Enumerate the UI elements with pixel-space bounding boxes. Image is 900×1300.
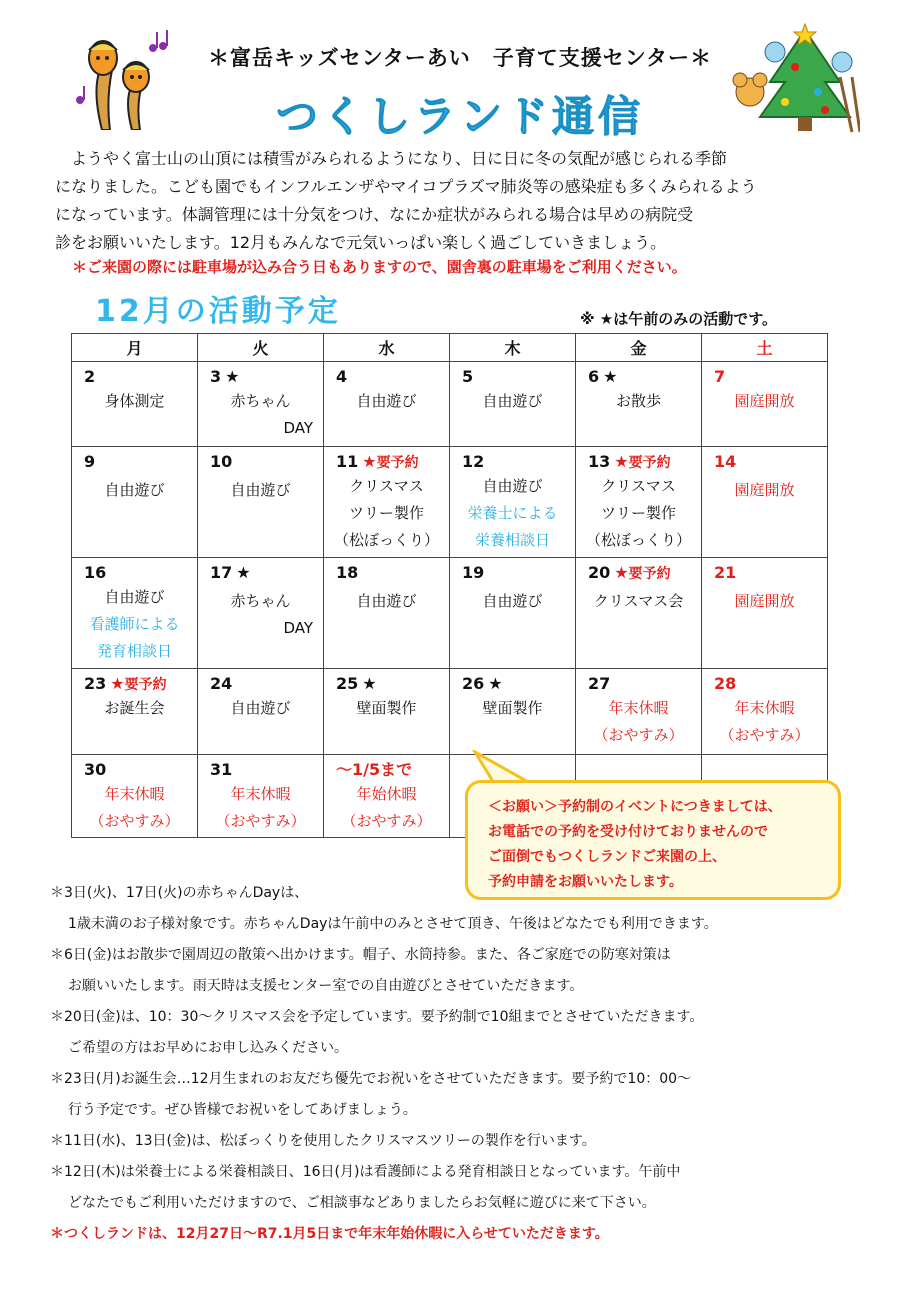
activity-text: 自由遊び xyxy=(482,392,543,410)
note-line: 1歳未満のお子様対象です。赤ちゃんDayは午前中のみとさせて頂き、午後はどなたでも利用できます。 xyxy=(68,916,718,932)
day-number: 12 xyxy=(462,452,485,471)
day-number: 28 xyxy=(714,674,737,693)
weekday-header: 月 xyxy=(72,334,198,362)
calendar-cell xyxy=(198,669,324,755)
weekday-header: 火 xyxy=(198,334,324,362)
activity-text: 赤ちゃん xyxy=(230,392,291,410)
activity-text: （おやすみ） xyxy=(719,726,810,744)
activity-text: 発育相談日 xyxy=(96,642,172,660)
schedule-heading: 12月の活動予定 xyxy=(95,294,341,329)
calendar-cell xyxy=(702,362,828,447)
star-icon: ★ xyxy=(110,674,125,693)
star-icon: ★ xyxy=(362,674,377,693)
note-line: ＊3日(火)、17日(火)の赤ちゃんDayは、 xyxy=(50,885,309,901)
day-number: 25 ★ xyxy=(336,674,377,693)
day-number: ～1/5まで xyxy=(336,760,413,779)
activity-text: 壁面製作 xyxy=(356,699,417,717)
note-line: 行う予定です。ぜひ皆様でお祝いをしてあげましょう。 xyxy=(68,1102,417,1118)
day-number: 4 xyxy=(336,367,348,386)
day-number: 26 ★ xyxy=(462,674,503,693)
activity-text: クリスマス xyxy=(349,477,424,495)
activity-text: 自由遊び xyxy=(482,477,543,495)
activity-text: 自由遊び xyxy=(104,481,165,499)
activity-text: 自由遊び xyxy=(104,588,165,606)
calendar-week xyxy=(72,669,828,755)
calendar-cell xyxy=(72,755,198,838)
activity-text: 栄養相談日 xyxy=(474,531,550,549)
activity-text: （おやすみ） xyxy=(89,812,180,830)
calendar-week xyxy=(72,362,828,447)
calendar-cell xyxy=(450,362,576,447)
day-number: 24 xyxy=(210,674,233,693)
activity-text: 看護師による xyxy=(89,615,180,633)
calendar-week xyxy=(72,558,828,669)
calendar-table xyxy=(71,333,828,838)
activity-text: お誕生会 xyxy=(104,699,165,717)
activity-text: お散歩 xyxy=(615,392,661,410)
star-icon: ★ xyxy=(225,367,240,386)
parking-notice: ＊ご来園の際には駐車場が込み合う日もありますので、園舎裏の駐車場をご利用ください。 xyxy=(72,258,687,276)
day-number: 11 ★要予約 xyxy=(336,452,419,471)
day-number: 30 xyxy=(84,760,107,779)
weekday-header: 木 xyxy=(450,334,576,362)
calendar-cell xyxy=(324,755,450,838)
activity-text: 身体測定 xyxy=(104,392,165,410)
activity-text: ツリー製作 xyxy=(348,504,424,522)
day-number: 31 xyxy=(210,760,233,779)
day-number: 6 ★ xyxy=(588,367,618,386)
activity-text: 自由遊び xyxy=(482,592,543,610)
note-line: ＊23日(月)お誕生会…12月生まれのお友だち優先でお祝いをさせていただきます。要予約で10：00～ xyxy=(50,1071,692,1087)
calendar-cell xyxy=(198,755,324,838)
bubble-line: ＜お願い＞予約制のイベントにつきましては、 xyxy=(488,799,782,815)
activity-text: 赤ちゃん xyxy=(230,592,291,610)
weekday-header: 金 xyxy=(576,334,702,362)
activity-text: 年末休暇 xyxy=(608,699,669,717)
star-icon: ★ xyxy=(488,674,503,693)
calendar-cell xyxy=(450,558,576,669)
activity-text: （おやすみ） xyxy=(215,812,306,830)
calendar-cell xyxy=(72,558,198,669)
day-number: 16 xyxy=(84,563,107,582)
day-number: 27 xyxy=(588,674,611,693)
reservation-required-label: 要予約 xyxy=(628,566,671,582)
activity-text: 自由遊び xyxy=(230,699,291,717)
calendar-cell xyxy=(450,447,576,558)
activity-text: クリスマス会 xyxy=(593,592,684,610)
note-line: ＊11日(水)、13日(金)は、松ぼっくりを使用したクリスマスツリーの製作を行います。 xyxy=(50,1133,596,1149)
day-number: 7 xyxy=(714,367,726,386)
day-number: 17 ★ xyxy=(210,563,251,582)
star-note: ※ ★は午前のみの活動です。 xyxy=(580,310,778,328)
intro-line: 診をお願いいたします。12月もみんなで元気いっぱい楽しく過ごしていきましょう。 xyxy=(55,233,667,252)
intro-line: になりました。こども園でもインフルエンザやマイコプラズマ肺炎等の感染症も多くみられるよう xyxy=(55,177,757,196)
calendar-cell xyxy=(450,669,576,755)
day-number: 5 xyxy=(462,367,474,386)
activity-text: 年末休暇 xyxy=(104,785,165,803)
intro-line: ようやく富士山の山頂には積雪がみられるようになり、日に日に冬の気配が感じられる季節 xyxy=(71,149,728,168)
activity-text: 年末休暇 xyxy=(734,699,795,717)
organization-name: ＊富岳キッズセンターあい 子育て支援センター＊ xyxy=(208,46,712,70)
note-line: ＊12日(木)は栄養士による栄養相談日、16日(月)は看護師による発育相談日となっています。午前中 xyxy=(50,1164,681,1180)
calendar-week xyxy=(72,447,828,558)
calendar-cell xyxy=(72,669,198,755)
activity-text: （松ぼっくり） xyxy=(333,531,439,549)
reservation-required-label: 要予約 xyxy=(628,455,671,471)
calendar-cell xyxy=(576,669,702,755)
day-number: 3 ★ xyxy=(210,367,240,386)
activity-text: 年末休暇 xyxy=(230,785,291,803)
day-number: 19 xyxy=(462,563,485,582)
star-icon: ★ xyxy=(362,452,377,471)
calendar-cell xyxy=(72,362,198,447)
activity-text: 年始休暇 xyxy=(356,785,417,803)
activity-text: 自由遊び xyxy=(230,481,291,499)
day-number: 14 xyxy=(714,452,737,471)
calendar-cell xyxy=(198,362,324,447)
calendar-cell xyxy=(324,362,450,447)
calendar-cell xyxy=(576,447,702,558)
calendar-cell xyxy=(576,558,702,669)
weekday-header: 水 xyxy=(324,334,450,362)
holiday-notice: ＊つくしランドは、12月27日～R7.1月5日まで年末年始休暇に入らせていただきます。 xyxy=(50,1226,609,1242)
newsletter-title: つくしランド通信 xyxy=(275,92,644,141)
reservation-required-label: 要予約 xyxy=(376,455,419,471)
notes-section xyxy=(50,878,850,1250)
intro-paragraph xyxy=(55,145,845,257)
bubble-line: 予約申請をお願いいたします。 xyxy=(488,874,683,890)
note-line: どなたでもご利用いただけますので、ご相談事などありましたらお気軽に遊びに来て下さい。 xyxy=(68,1195,656,1211)
day-number: 9 xyxy=(84,452,96,471)
activity-text: 園庭開放 xyxy=(734,392,795,410)
star-icon: ★ xyxy=(603,367,618,386)
day-number: 13 ★要予約 xyxy=(588,452,671,471)
calendar-cell xyxy=(324,669,450,755)
weekday-header-row xyxy=(72,334,828,362)
note-line: ＊20日(金)は、10：30～クリスマス会を予定しています。要予約制で10組までとさせていただきます。 xyxy=(50,1009,704,1025)
calendar-cell xyxy=(324,447,450,558)
star-icon: ★ xyxy=(614,452,629,471)
day-number: 20 ★要予約 xyxy=(588,563,671,582)
star-icon: ★ xyxy=(236,563,251,582)
note-line: お願いいたします。雨天時は支援センター室での自由遊びとさせていただきます。 xyxy=(68,978,584,994)
calendar-cell xyxy=(198,558,324,669)
weekday-header-saturday: 土 xyxy=(702,334,828,362)
activity-text: DAY xyxy=(283,419,313,437)
activity-text: ツリー製作 xyxy=(600,504,676,522)
star-icon: ★ xyxy=(614,563,629,582)
activity-text: DAY xyxy=(283,619,313,637)
bubble-line: お電話での予約を受け付けておりませんので xyxy=(488,824,768,840)
activity-text: （松ぼっくり） xyxy=(585,531,691,549)
calendar-cell xyxy=(702,447,828,558)
activity-text: 園庭開放 xyxy=(734,592,795,610)
note-line: ＊6日(金)はお散歩で園周辺の散策へ出かけます。帽子、水筒持参。また、各ご家庭での防寒対策は xyxy=(50,947,671,963)
day-number: 18 xyxy=(336,563,359,582)
day-number: 23 ★要予約 xyxy=(84,674,167,693)
activity-text: クリスマス xyxy=(601,477,676,495)
day-number: 21 xyxy=(714,563,737,582)
note-line: ご希望の方はお早めにお申し込みください。 xyxy=(68,1040,348,1056)
day-number: 2 xyxy=(84,367,96,386)
activity-text: 自由遊び xyxy=(356,392,417,410)
activity-text: 壁面製作 xyxy=(482,699,543,717)
activity-text: 栄養士による xyxy=(467,504,558,522)
activity-text: 園庭開放 xyxy=(734,481,795,499)
bubble-line: ご面倒でもつくしランドご来園の上、 xyxy=(488,849,726,865)
intro-line: になっています。体調管理には十分気をつけ、なにか症状がみられる場合は早めの病院受 xyxy=(55,205,694,224)
activity-text: （おやすみ） xyxy=(593,726,684,744)
calendar-cell xyxy=(576,362,702,447)
calendar-cell xyxy=(324,558,450,669)
activity-text: 自由遊び xyxy=(356,592,417,610)
day-number: 10 xyxy=(210,452,233,471)
activity-text: （おやすみ） xyxy=(341,812,432,830)
calendar-cell xyxy=(702,669,828,755)
calendar-cell xyxy=(702,558,828,669)
calendar-cell xyxy=(198,447,324,558)
reservation-required-label: 要予約 xyxy=(124,677,167,693)
calendar-cell xyxy=(72,447,198,558)
